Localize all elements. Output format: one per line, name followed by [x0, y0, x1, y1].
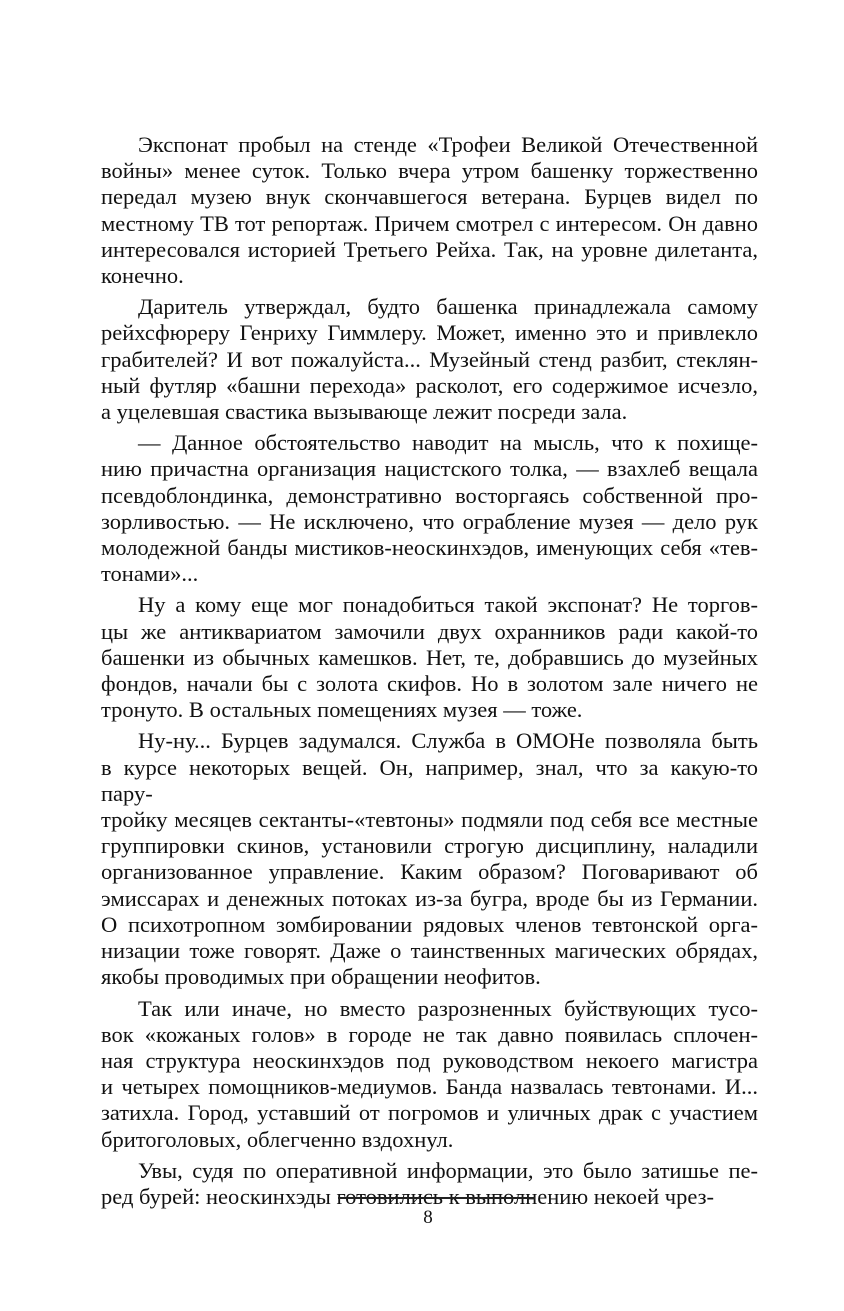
text-line: Ну-ну... Бурцев задумался. Служба в ОМОНе позволяла быть	[138, 728, 758, 754]
text-line: бритоголовых, облегченно вздохнул.	[101, 1126, 454, 1152]
text-line: местному ТВ тот репортаж. Причем смотрел с интересом. Он давно	[101, 210, 758, 236]
text-line: тройку месяцев сектанты-«тевтоны» подмяли под себя все местные	[101, 807, 758, 833]
text-line: затихла. Город, уставший от погромов и уличных драк с участием	[101, 1100, 758, 1126]
text-line: якобы проводимых при обращении неофитов.	[101, 964, 541, 990]
text-line: организованное управление. Каким образом? Поговаривают об	[101, 859, 758, 885]
footer-rule	[338, 1197, 535, 1199]
text-line: и четырех помощников-медиумов. Банда назвалась тевтонами. И...	[101, 1074, 758, 1100]
text-line: нию причастна организация нацистского толка, — взахлеб вещала	[101, 456, 758, 482]
text-line: — Данное обстоятельство наводит на мысль, что к похище-	[138, 430, 758, 456]
text-line: тронуто. В остальных помещениях музея — тоже.	[101, 697, 583, 723]
text-line: войны» менее суток. Только вчера утром башенку торжественно	[101, 158, 758, 184]
text-line: ный футляр «башни перехода» расколот, его содержимое исчезло,	[101, 372, 758, 398]
text-line: вок «кожаных голов» в городе не так давно появилась сплочен-	[101, 1021, 758, 1047]
text-line: Так или иначе, но вместо разрозненных буйствующих тусо-	[138, 995, 758, 1021]
text-line: низации тоже говорят. Даже о таинственных магических обрядах,	[101, 938, 758, 964]
text-line: зорливостью. — Не исключено, что ограбление музея — дело рук	[101, 508, 758, 534]
text-line: рейхсфюреру Генриху Гиммлеру. Может, именно это и привлекло	[101, 320, 758, 346]
page-number: 8	[423, 1207, 433, 1228]
text-line: а уцелевшая свастика вызывающе лежит посреди зала.	[101, 399, 628, 425]
paragraph	[101, 592, 758, 723]
text-line: молодежной банды мистиков-неоскинхэдов, именующих себя «тев-	[101, 535, 758, 561]
text-line: ная структура неоскинхэдов под руководством некоего магистра	[101, 1047, 758, 1073]
text-line: интересовался историей Третьего Рейха. Так, на уровне дилетанта,	[101, 236, 758, 262]
text-line: О психотропном зомбировании рядовых членов тевтонской орга-	[101, 911, 758, 937]
paragraph	[101, 1158, 758, 1210]
text-line: конечно.	[101, 263, 184, 289]
text-line: Увы, судя по оперативной информации, это было затишье пе-	[138, 1157, 758, 1183]
text-line: тонами»...	[101, 561, 199, 587]
text-line: группировки скинов, установили строгую дисциплину, наладили	[101, 833, 758, 859]
text-line: цы же антиквариатом замочили двух охранников ради какой-то	[101, 618, 758, 644]
paragraph	[101, 294, 758, 425]
text-line: передал музею внук скончавшегося ветерана. Бурцев видел по	[101, 184, 758, 210]
text-line: псевдоблондинка, демонстративно восторгаясь собственной про-	[101, 482, 758, 508]
paragraph	[101, 430, 758, 587]
paragraph	[101, 996, 758, 1153]
text-line: грабителей? И вот пожалуйста... Музейный стенд разбит, стеклян-	[101, 346, 758, 372]
text-line: эмиссарах и денежных потоках из-за бугра, вроде бы из Германии.	[101, 885, 758, 911]
text-line: ред бурей: неоскинхэды готовились к выполнению некоей чрез-	[101, 1183, 714, 1209]
text-line: Даритель утверждал, будто башенка принадлежала самому	[138, 294, 758, 320]
text-line: Экспонат пробыл на стенде «Трофеи Великой Отечественной	[138, 132, 758, 157]
body-text	[101, 132, 758, 1215]
paragraph	[101, 728, 758, 990]
text-line: Ну а кому еще мог понадобиться такой экспонат? Не торгов-	[138, 592, 758, 618]
text-line: фондов, начали бы с золота скифов. Но в золотом зале ничего не	[101, 671, 758, 697]
text-line: башенки из обычных камешков. Нет, те, добравшись до музейных	[101, 644, 758, 670]
text-line: в курсе некоторых вещей. Он, например, знал, что за какую-то пару-	[101, 754, 758, 806]
paragraph	[101, 132, 758, 289]
